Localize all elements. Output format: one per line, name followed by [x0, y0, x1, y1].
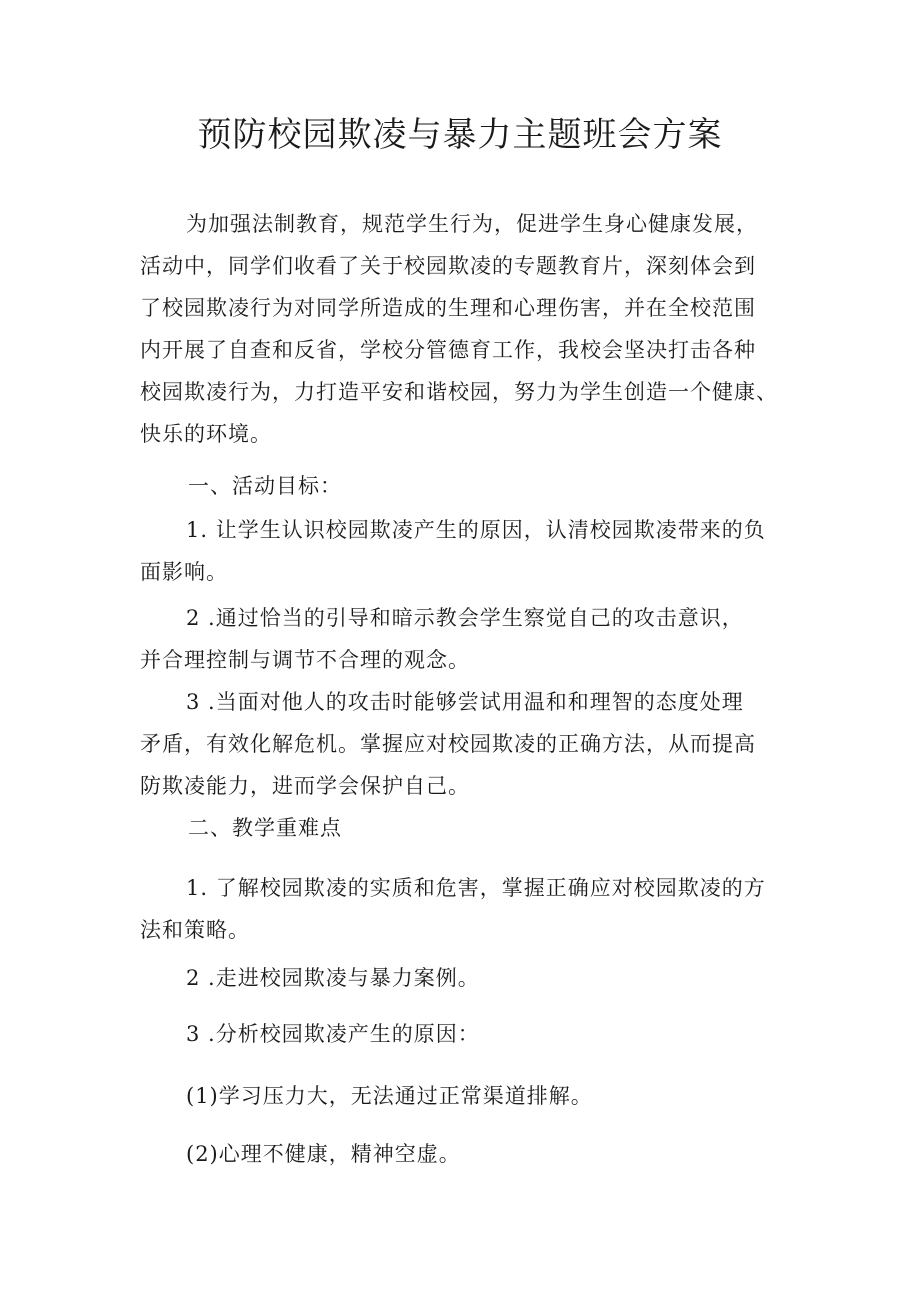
key-point-line: 1. 了解校园欺凌的实质和危害，掌握正确应对校园欺凌的方 [186, 876, 766, 900]
intro-line: 为加强法制教育，规范学生行为，促进学生身心健康发展， [186, 212, 758, 236]
key-point-line: 3 .分析校园欺凌产生的原因： [186, 1022, 480, 1046]
goal-item-1 [140, 514, 795, 588]
intro-line: 内开展了自查和反省，学校分管德育工作，我校会坚决打击各种 [140, 338, 756, 362]
section-heading-text: 二、教学重难点 [188, 816, 342, 840]
goal-line: 3 .当面对他人的攻击时能够尝试用温和和理智的态度处理 [186, 690, 744, 714]
key-point-item-3 [140, 1018, 795, 1050]
document-title: 预防校园欺凌与暴力主题班会方案 [197, 115, 723, 155]
cause-item-2 [140, 1138, 795, 1170]
section-heading-text: 一、活动目标： [188, 474, 342, 498]
key-point-item-1 [140, 872, 795, 946]
key-point-item-2 [140, 962, 795, 994]
goal-line: 并合理控制与调节不合理的观念。 [140, 648, 470, 672]
intro-line: 校园欺凌行为，力打造平安和谐校园，努力为学生创造一个健康、 [140, 380, 778, 404]
intro-line: 了校园欺凌行为对同学所造成的生理和心理伤害，并在全校范围 [140, 296, 756, 320]
section-heading-key-points [140, 812, 795, 844]
goal-line: 面影响。 [140, 560, 228, 584]
intro-paragraph [140, 208, 795, 450]
intro-line: 快乐的环境。 [140, 422, 272, 446]
key-point-line: 2 .走进校园欺凌与暴力案例。 [186, 966, 480, 990]
cause-line: (2)心理不健康，精神空虚。 [186, 1142, 461, 1166]
goal-line: 2 .通过恰当的引导和暗示教会学生察觉自己的攻击意识， [186, 606, 744, 630]
goal-line: 防欺凌能力，进而学会保护自己。 [140, 774, 470, 798]
goal-item-3 [140, 686, 795, 802]
goal-line: 矛盾，有效化解危机。掌握应对校园欺凌的正确方法，从而提高 [140, 732, 756, 756]
goal-item-2 [140, 602, 795, 676]
goal-line: 1. 让学生认识校园欺凌产生的原因，认清校园欺凌带来的负 [186, 518, 766, 542]
key-point-line: 法和策略。 [140, 918, 250, 942]
intro-line: 活动中，同学们收看了关于校园欺凌的专题教育片，深刻体会到 [140, 254, 756, 278]
cause-line: (1)学习压力大，无法通过正常渠道排解。 [186, 1084, 593, 1108]
section-heading-goals [140, 470, 795, 502]
cause-item-1 [140, 1080, 795, 1112]
